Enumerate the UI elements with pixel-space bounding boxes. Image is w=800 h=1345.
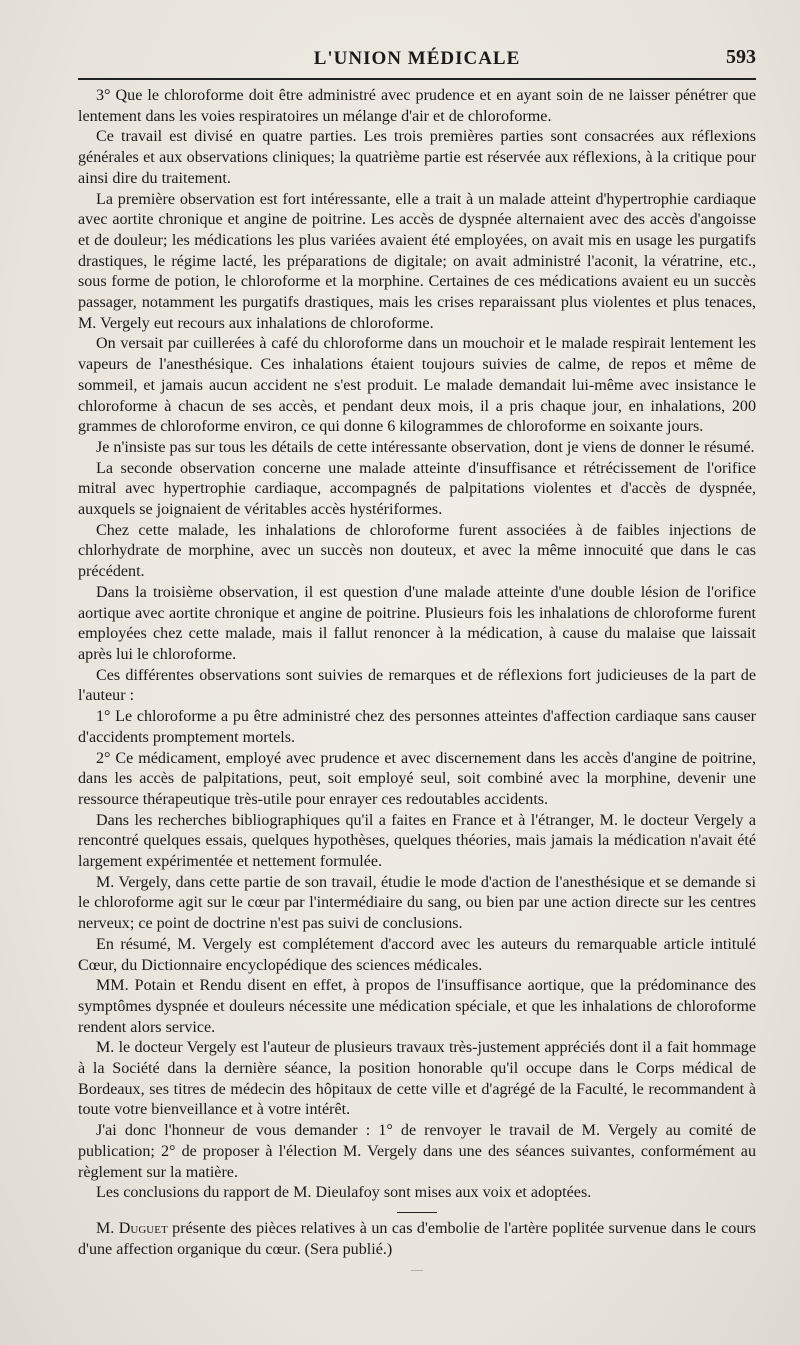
paragraph: Ce travail est divisé en quatre parties. Les trois premières parties sont consacrées aux réflexions générales et aux observations cliniques; la quatrième partie est réservée aux réflexions, à la critique pour ainsi dire du traitement. [78,128,756,187]
paragraph: Je n'insiste pas sur tous les détails de cette intéressante observation, dont je viens de donner le résumé. [96,438,755,456]
paragraph: Les conclusions du rapport de M. Dieulafoy sont mises aux voix et adoptées. [96,1184,592,1202]
header-rule [78,78,756,80]
paragraph: Chez cette malade, les inhalations de chloroforme furent associées à de faibles injections de chlorhydrate de morphine, avec un succès non douteux, et avec la même innocuité que dans le cas précédent. [78,521,756,581]
page-number: 593 [726,46,756,68]
paragraph: On versait par cuillerées à café du chloroforme dans un mouchoir et le malade respirait lentement les vapeurs de l'anesthésique. Ces inhalations étaient toujours suivies de calme, de repos et même de sommeil, et jamais aucun accident ne s'est produit. Le malade demandait lui-même avec insistance le chloroforme à chacun de ses accès, et pendant deux mois, il a pris chaque jour, en inhalations, 200 grammes de chloroforme environ, ce qui donne 6 kilogrammes de chloroforme en soixante jours. [78,335,756,436]
paragraph: M. Vergely, dans cette partie de son travail, étudie le mode d'action de l'anesthésique et se demande si le chloroforme agit sur le cœur par l'intermédiaire du sang, ou bien par une action directe sur les centres nerveux; ce point de doctrine n'est pas suivi de conclusions. [78,873,756,933]
paragraph: Ces différentes observations sont suivies de remarques et de réflexions fort judicieuses de la part de l'auteur : [78,666,756,705]
paragraph: Dans la troisième observation, il est question d'une malade atteinte d'une double lésion de l'orifice aortique avec aortite chronique et angine de poitrine. Plusieurs fois les inhalations de chloroforme furent employées chez cette malade, mais il fallut renoncer à la médication, à cause du malaise que laissait après lui le chloroforme. [78,583,756,663]
paragraph: J'ai donc l'honneur de vous demander : 1° de renvoyer le travail de M. Vergely au comité de publication; 2° de proposer à l'élection M. Vergely dans une des séances suivantes, conformément au règlement sur la matière. [78,1122,756,1181]
section-separator [397,1212,437,1213]
paragraph: M. le docteur Vergely est l'auteur de plusieurs travaux très-justement appréciés dont il a fait hommage à la Société dans la dernière séance, la position honorable qu'il occupe dans le Corps médical de Bordeaux, ses titres de médecin des hôpitaux de cette ville et d'agrégé de la Faculté, le recommandent à toute votre bienveillance et à votre intérêt. [78,1039,756,1119]
final-paragraph [78,1219,756,1260]
journal-title: L'UNION MÉDICALE [313,48,521,69]
paragraph: MM. Potain et Rendu disent en effet, à propos de l'insuffisance aortique, que la prédominance des symptômes dyspnée et douleurs nécessite une médication spéciale, et que les inhalations de chloroforme rendent alors service. [78,977,756,1036]
paragraph: La première observation est fort intéressante, elle a trait à un malade atteint d'hypertrophie cardiaque avec aortite chronique et angine de poitrine. Les accès de dyspnée alternaient avec des accès d'angoisse et de douleur; les médications les plus variées avaient été employées, on avait mis en usage les purgatifs drastiques, le régime lacté, les préparations de digitale; on avait administré l'aconit, la vératrine, etc., sous forme de potion, le chloroforme et la morphine. Certaines de ces médications avaient eu un succès passager, notamment les purgatifs drastiques, mais les crises reparaissant plus violentes et plus tenaces, M. Vergely eut recours aux inhalations de chloroforme. [78,190,756,332]
article-body [78,86,756,1260]
paragraph: 1° Le chloroforme a pu être administré chez des personnes atteintes d'affection cardiaque sans causer d'accidents promptement mortels. [78,708,756,746]
paragraph: 3° Que le chloroforme doit être administré avec prudence et en ayant soin de ne laisser pénétrer que lentement dans les voies respiratoires un mélange d'air et de chloroforme. [78,87,756,125]
footer-mark: — [411,1262,423,1277]
paragraph: La seconde observation concerne une malade atteinte d'insuffisance et rétrécissement de l'orifice mitral avec hypertrophie cardiaque, accompagnés de palpitations violentes et d'accès de dyspnée, auxquels se joignaient de véritables accès hystériformes. [78,459,756,519]
page-header [78,44,756,74]
final-paragraph-text: présente des pièces relatives à un cas d'embolie de l'artère poplitée survenue dans le cours d'une affection organique du cœur. (Sera publié.) [78,1219,757,1258]
speaker-name: M. Duguet [96,1219,168,1237]
paragraph: En résumé, M. Vergely est complétement d'accord avec les auteurs du remarquable article intitulé Cœur, du Dictionnaire encyclopédique des sciences médicales. [78,935,756,974]
paragraph: 2° Ce médicament, employé avec prudence et avec discernement dans les accès d'angine de poitrine, dans les accès de palpitations, peut, soit employé seul, soit combiné avec la morphine, devenir une ressource thérapeutique très-utile pour enrayer ces redoutables accidents. [78,749,756,808]
paragraph: Dans les recherches bibliographiques qu'il a faites en France et à l'étranger, M. le docteur Vergely a rencontré quelques essais, quelques hypothèses, quelques théories, mais jamais la médication n'avait été largement expérimentée et nettement formulée. [78,811,756,871]
